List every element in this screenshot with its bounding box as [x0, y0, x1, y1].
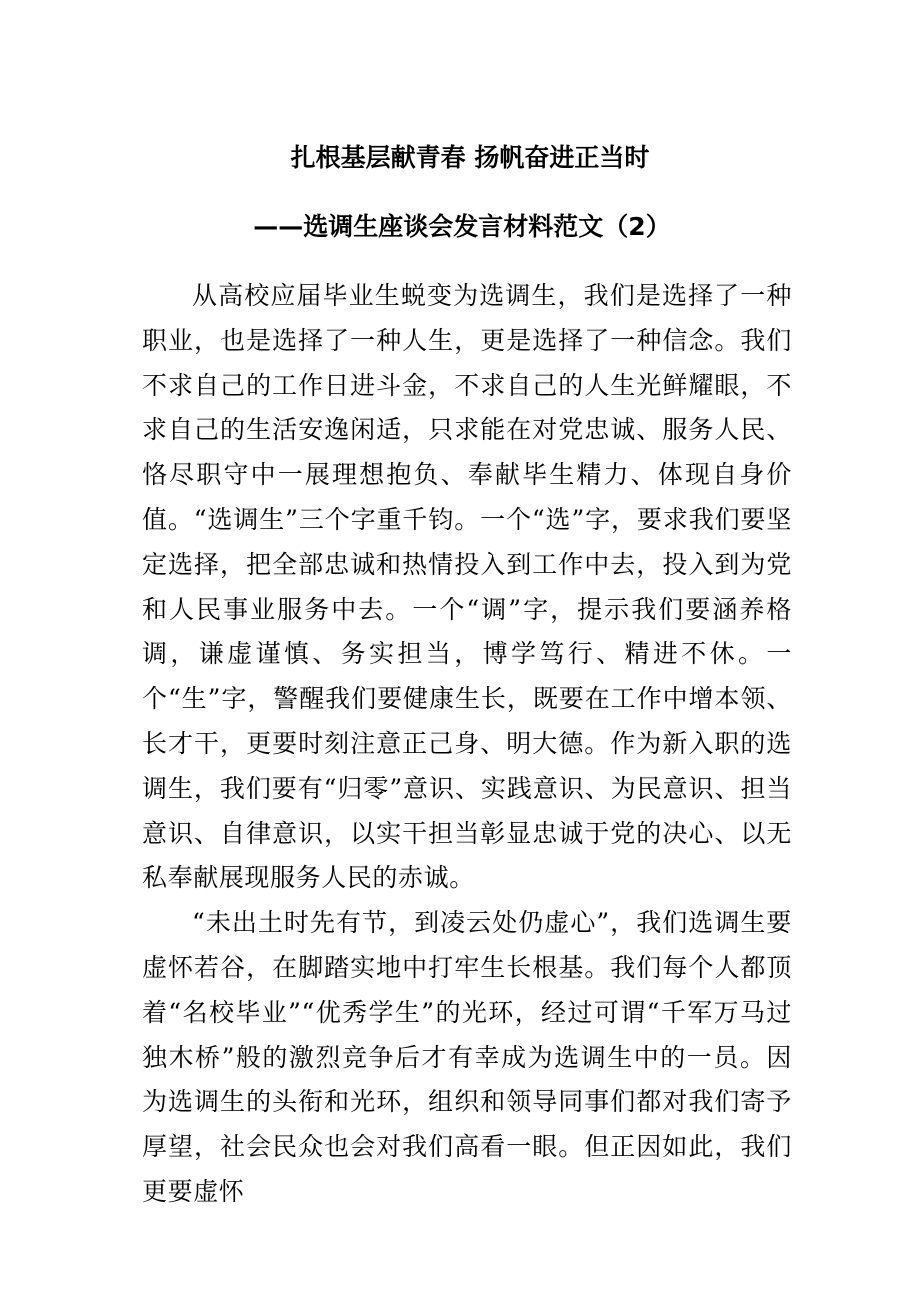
- document-subtitle: ——选调生座谈会发言材料范文（2）: [253, 212, 671, 241]
- paragraph-1: 从高校应届毕业生蜕变为选调生，我们是选择了一种职业，也是选择了一种人生，更是选择了一种信念。我们不求自己的工作日进斗金，不求自己的人生光鲜耀眼，不求自己的生活安逸闲适，只求能在对党忠诚、服务人民、恪尽职守中一展理想抱负、奉献毕生精力、体现自身价值。“选调生”三个字重千钧。一个“选”字，要求我们要坚定选择，把全部忠诚和热情投入到工作中去，投入到为党和人民事业服务中去。一个“调”字，提示我们要涵养格调，谦虚谨慎、务实担当，博学笃行、精进不休。一个“生”字，警醒我们要健康生长，既要在工作中增本领、长才干，更要时刻注意正己身、明大德。作为新入职的选调生，我们要有“归零”意识、实践意识、为民意识、担当意识、自律意识，以实干担当彰显忠诚于党的决心、以无私奉献展现服务人民的赤诚。: [142, 281, 792, 893]
- document-title: 扎根基层献青春 扬帆奋进正当时: [290, 143, 650, 172]
- document-body: [142, 274, 792, 1215]
- paragraph-2: “未出土时先有节，到凌云处仍虚心”，我们选调生要虚怀若谷，在脚踏实地中打牢生长根基。我们每个人都顶着“名校毕业”“优秀学生”的光环，经过可谓“千军万马过独木桥”般的激烈竞争后才有幸成为选调生中的一员。因为选调生的头衔和光环，组织和领导同事们都对我们寄予厚望，社会民众也会对我们高看一眼。但正因如此，我们更要虚怀: [142, 908, 792, 1206]
